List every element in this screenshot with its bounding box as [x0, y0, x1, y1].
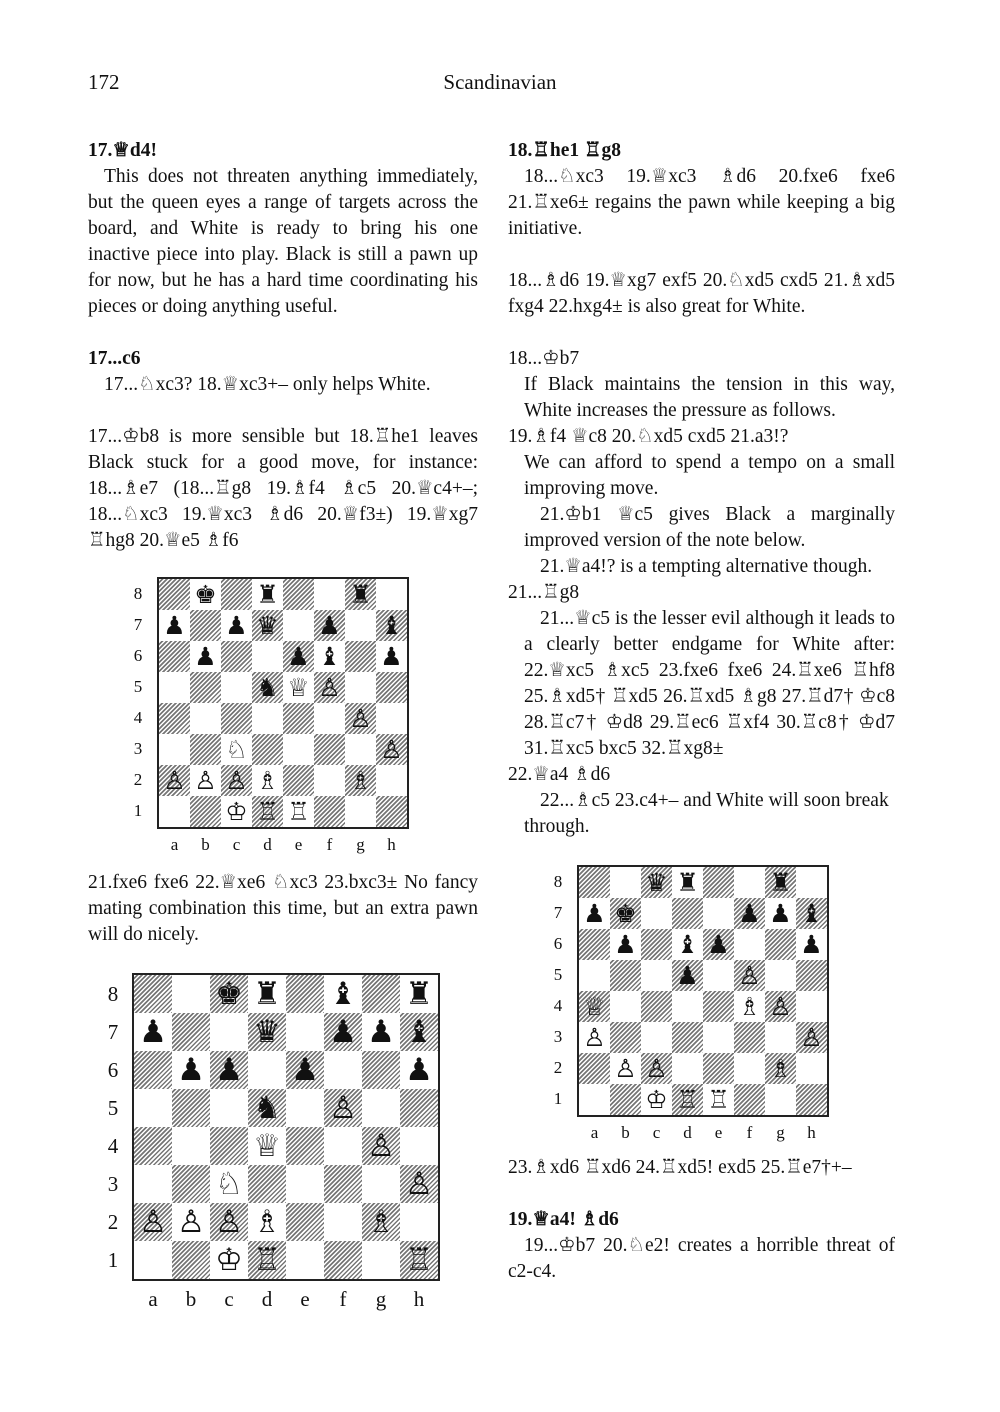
rank-label: 8: [107, 981, 119, 1006]
board-square: [796, 960, 827, 991]
board-square: [672, 898, 703, 929]
rank-label: 3: [133, 739, 143, 758]
chess-piece: ♟: [405, 1051, 433, 1088]
chess-piece: ♜: [676, 868, 699, 897]
chess-piece: ♗: [253, 1203, 281, 1240]
board-square: [314, 796, 345, 827]
chess-piece: ♝: [405, 1013, 433, 1050]
page-number: 172: [88, 70, 120, 94]
file-label: f: [339, 1287, 347, 1311]
paragraph: 23.♗xd6 ♖xd6 24.♖xd5! exd5 25.♖e7†+–: [508, 1157, 852, 1178]
chess-piece: ♙: [738, 961, 761, 990]
file-label: e: [714, 1123, 723, 1142]
note: If Black maintains the tension in this way, White increases the pressure as follows.: [524, 374, 895, 421]
chess-piece: ♜: [769, 868, 792, 897]
paragraph: 17...♘xc3? 18.♕xc3+– only helps White.: [104, 374, 431, 395]
chess-piece: ♗: [367, 1203, 395, 1240]
board-square: [345, 641, 376, 672]
board-square: [579, 960, 610, 991]
board-square: [286, 1203, 324, 1241]
board-square: [400, 1089, 438, 1127]
file-label: g: [356, 835, 365, 854]
file-label: h: [807, 1123, 816, 1142]
rank-label: 1: [553, 1089, 563, 1108]
rank-label: 3: [553, 1027, 563, 1046]
board-square: [362, 1089, 400, 1127]
variation-line: 18...♔b7: [508, 348, 580, 369]
file-label: e: [300, 1287, 310, 1311]
rank-label: 3: [107, 1171, 119, 1196]
board-square: [672, 1053, 703, 1084]
board-square: [362, 1165, 400, 1203]
board-square: [765, 929, 796, 960]
board-square: [734, 929, 765, 960]
chess-piece: ♟: [194, 642, 217, 671]
file-label: a: [148, 1287, 158, 1311]
board-square: [314, 703, 345, 734]
board-square: [134, 1127, 172, 1165]
chess-piece: ♘: [225, 735, 248, 764]
board-square: [765, 1084, 796, 1115]
board-square: [172, 975, 210, 1013]
chess-piece: ♝: [380, 611, 403, 640]
board-square: [376, 765, 407, 796]
move-heading: 17.♕d4!: [88, 140, 157, 161]
board-square: [796, 1084, 827, 1115]
file-label: c: [232, 835, 241, 854]
file-label: h: [413, 1287, 425, 1311]
chess-piece: ♟: [139, 1013, 167, 1050]
file-label: g: [776, 1123, 785, 1142]
board-square: [362, 975, 400, 1013]
chessboard: [132, 973, 440, 1281]
left-column: [88, 138, 478, 554]
chess-piece: ♗: [349, 766, 372, 795]
chess-piece: ♖: [253, 1241, 281, 1278]
board-square: [286, 975, 324, 1013]
chess-piece: ♝: [318, 642, 341, 671]
board-square: [210, 1089, 248, 1127]
chess-piece: ♗: [769, 1054, 792, 1083]
chess-piece: ♙: [769, 992, 792, 1021]
note: 21...♕c5 is the lesser evil although it leads to a clearly better endgame for White after: 22.♕xc5 ♗xc5 23.fxe6 fxe6 24.♖xe6 ♖hf8 25.♗xd5† ♖xd5 26.♖xd5 ♗g8 27.♖d7† ♔c8 28.♖c7† ♔d8 29.♖ec6 ♖xf4 30.♖c8† ♔d7 31.♖xc5 bxc5 32.♖xg8±: [524, 608, 895, 759]
board-square: [286, 1165, 324, 1203]
chess-piece: ♟: [367, 1013, 395, 1050]
chess-piece: ♛: [645, 868, 668, 897]
rank-label: 7: [133, 615, 143, 634]
move-heading: 17...c6: [88, 348, 141, 369]
board-square: [286, 1241, 324, 1279]
chess-piece: ♙: [583, 1023, 606, 1052]
chess-piece: ♙: [329, 1089, 357, 1126]
board-square: [314, 734, 345, 765]
chess-piece: ♙: [380, 735, 403, 764]
board-square: [324, 1127, 362, 1165]
board-square: [221, 672, 252, 703]
file-label: a: [170, 835, 179, 854]
chess-piece: ♟: [738, 899, 761, 928]
board-square: [796, 867, 827, 898]
board-square: [252, 641, 283, 672]
chess-piece: ♜: [405, 975, 433, 1012]
chessboard: [577, 865, 829, 1117]
board-square: [283, 765, 314, 796]
file-label: f: [746, 1123, 753, 1142]
board-square: [252, 734, 283, 765]
chess-piece: ♟: [329, 1013, 357, 1050]
board-square: [610, 991, 641, 1022]
board-square: [283, 579, 314, 610]
rank-label: 1: [107, 1247, 119, 1272]
file-label: c: [224, 1287, 234, 1311]
chess-piece: ♙: [800, 1023, 823, 1052]
board-square: [765, 1022, 796, 1053]
file-label: e: [294, 835, 303, 854]
chess-piece: ♖: [676, 1085, 699, 1114]
board-square: [159, 641, 190, 672]
board-square: [134, 1051, 172, 1089]
file-label: c: [652, 1123, 661, 1142]
rank-label: 8: [553, 872, 563, 891]
chess-piece: ♟: [163, 611, 186, 640]
board-square: [376, 579, 407, 610]
chess-piece: ♞: [253, 1089, 281, 1126]
board-square: [376, 703, 407, 734]
file-label: d: [683, 1123, 692, 1142]
board-square: [703, 898, 734, 929]
chess-piece: ♟: [318, 611, 341, 640]
chess-piece: ♙: [194, 766, 217, 795]
board-square: [672, 991, 703, 1022]
board-square: [641, 991, 672, 1022]
board-square: [579, 929, 610, 960]
chess-piece: ♚: [215, 975, 243, 1012]
board-square: [172, 1165, 210, 1203]
board-square: [314, 579, 345, 610]
board-square: [286, 1127, 324, 1165]
right-column-lower: [508, 1155, 895, 1285]
board-square: [345, 734, 376, 765]
file-label: b: [185, 1287, 197, 1311]
chess-piece: ♟: [225, 611, 248, 640]
chess-piece: ♙: [215, 1203, 243, 1240]
running-title: Scandinavian: [443, 70, 557, 94]
board-square: [734, 867, 765, 898]
rank-label: 2: [553, 1058, 563, 1077]
chess-piece: ♘: [215, 1165, 243, 1202]
board-square: [283, 610, 314, 641]
chess-piece: ♟: [769, 899, 792, 928]
board-square: [703, 960, 734, 991]
board-square: [221, 703, 252, 734]
note: 22...♗c5 23.c4+– and White will soon break through.: [524, 790, 889, 837]
chess-piece: ♝: [800, 899, 823, 928]
file-label: b: [201, 835, 210, 854]
board-square: [376, 796, 407, 827]
board-square: [579, 1053, 610, 1084]
board-square: [286, 1013, 324, 1051]
chess-piece: ♙: [614, 1054, 637, 1083]
rank-label: 7: [553, 903, 563, 922]
board-square: [362, 1051, 400, 1089]
rank-label: 7: [107, 1019, 119, 1044]
board-square: [159, 734, 190, 765]
diagram-3-area: [545, 865, 845, 1147]
board-square: [345, 796, 376, 827]
chess-piece: ♜: [256, 580, 279, 609]
board-square: [172, 1127, 210, 1165]
board-square: [672, 1022, 703, 1053]
move-heading: 19.♕a4! ♗d6: [508, 1209, 619, 1230]
board-square: [703, 867, 734, 898]
right-column: [508, 138, 895, 840]
board-square: [283, 703, 314, 734]
rank-label: 1: [133, 801, 143, 820]
paragraph: 21.fxe6 fxe6 22.♕xe6 ♘xc3 23.bxc3± No fancy mating combination this time, but an extra pawn will do nicely.: [88, 872, 478, 945]
board-square: [734, 1084, 765, 1115]
chess-piece: ♝: [676, 930, 699, 959]
board-square: [134, 1165, 172, 1203]
rank-label: 4: [553, 996, 563, 1015]
chess-piece: ♛: [256, 611, 279, 640]
chess-piece: ♞: [256, 673, 279, 702]
board-square: [252, 703, 283, 734]
board-square: [159, 796, 190, 827]
variation-line: 21...♖g8: [508, 582, 580, 603]
chess-piece: ♙: [139, 1203, 167, 1240]
chess-piece: ♗: [256, 766, 279, 795]
board-square: [172, 1241, 210, 1279]
board-square: [400, 1203, 438, 1241]
chess-piece: ♜: [253, 975, 281, 1012]
chess-piece: ♙: [163, 766, 186, 795]
board-square: [703, 1053, 734, 1084]
chess-piece: ♖: [256, 797, 279, 826]
board-square: [159, 672, 190, 703]
board-square: [641, 929, 672, 960]
board-square: [190, 734, 221, 765]
board-square: [376, 672, 407, 703]
chess-piece: ♔: [215, 1241, 243, 1278]
chess-piece: ♙: [225, 766, 248, 795]
board-square: [796, 991, 827, 1022]
paragraph: 18...♘xc3 19.♕xc3 ♗d6 20.fxe6 fxe6 21.♖xe6± regains the pawn while keeping a big initiative.: [508, 166, 895, 239]
paragraph: 19...♔b7 20.♘e2! creates a horrible threat of c2-c4.: [508, 1235, 895, 1282]
chess-piece: ♚: [614, 899, 637, 928]
board-square: [172, 1013, 210, 1051]
board-square: [324, 1241, 362, 1279]
chess-piece: ♚: [194, 580, 217, 609]
chess-piece: ♟: [291, 1051, 319, 1088]
rank-label: 2: [133, 770, 143, 789]
board-square: [283, 734, 314, 765]
board-square: [362, 1241, 400, 1279]
chess-piece: ♗: [738, 992, 761, 1021]
board-square: [286, 1089, 324, 1127]
board-square: [400, 1127, 438, 1165]
board-square: [703, 1022, 734, 1053]
diagram-1-area: [125, 577, 425, 859]
board-square: [159, 579, 190, 610]
rank-label: 8: [133, 584, 143, 603]
chess-piece: ♜: [349, 580, 372, 609]
rank-label: 4: [107, 1133, 119, 1158]
chess-piece: ♟: [800, 930, 823, 959]
paragraph: 17...♔b8 is more sensible but 18.♖he1 leaves Black stuck for a good move, for instance: 18...♗e7 (18...♖g8 19.♗f4 ♗c5 20.♕c4+–; 18...♘xc3 19.♕xc3 ♗d6 20.♕f3±) 19.♕xg7 ♖hg8 20.♕e5 ♗f6: [88, 426, 478, 551]
board-square: [703, 991, 734, 1022]
board-square: [610, 960, 641, 991]
variation-line: 19.♗f4 ♕c8 20.♘xd5 cxd5 21.a3!?: [508, 426, 789, 447]
chess-piece: ♝: [329, 975, 357, 1012]
chess-piece: ♟: [380, 642, 403, 671]
left-column-lower: [88, 870, 478, 948]
board-square: [248, 1165, 286, 1203]
chess-piece: ♙: [177, 1203, 205, 1240]
board-square: [190, 610, 221, 641]
board-square: [134, 1089, 172, 1127]
rank-label: 4: [133, 708, 143, 727]
chess-piece: ♟: [583, 899, 606, 928]
board-square: [610, 1022, 641, 1053]
board-square: [610, 1084, 641, 1115]
board-square: [190, 703, 221, 734]
chess-piece: ♙: [318, 673, 341, 702]
file-label: a: [590, 1123, 599, 1142]
chess-piece: ♟: [614, 930, 637, 959]
paragraph: 18...♗d6 19.♕xg7 exf5 20.♘xd5 cxd5 21.♗xd5 fxg4 22.hxg4± is also great for White.: [508, 270, 895, 317]
board-square: [210, 1127, 248, 1165]
note: 21.♔b1 ♕c5 gives Black a marginally improved version of the note below.: [524, 504, 895, 551]
board-square: [734, 1022, 765, 1053]
board-square: [221, 641, 252, 672]
chess-piece: ♟: [676, 961, 699, 990]
board-square: [765, 960, 796, 991]
board-square: [610, 867, 641, 898]
board-square: [324, 1051, 362, 1089]
diagram-2-area: [100, 973, 440, 1313]
board-square: [314, 765, 345, 796]
board-square: [159, 703, 190, 734]
chess-piece: ♕: [287, 673, 310, 702]
board-square: [172, 1089, 210, 1127]
rank-label: 6: [553, 934, 563, 953]
rank-label: 6: [133, 646, 143, 665]
chess-piece: ♔: [225, 797, 248, 826]
chess-piece: ♖: [707, 1085, 730, 1114]
chess-piece: ♟: [287, 642, 310, 671]
chess-piece: ♟: [215, 1051, 243, 1088]
chess-piece: ♙: [367, 1127, 395, 1164]
file-label: f: [326, 835, 333, 854]
file-label: b: [621, 1123, 630, 1142]
chess-piece: ♕: [253, 1127, 281, 1164]
chess-piece: ♔: [645, 1085, 668, 1114]
rank-label: 5: [133, 677, 143, 696]
board-square: [579, 1084, 610, 1115]
board-square: [796, 1053, 827, 1084]
board-square: [345, 672, 376, 703]
chess-piece: ♕: [583, 992, 606, 1021]
board-square: [641, 1022, 672, 1053]
note: We can afford to spend a tempo on a small improving move.: [524, 452, 895, 499]
chess-piece: ♖: [287, 797, 310, 826]
board-square: [248, 1051, 286, 1089]
board-square: [641, 898, 672, 929]
rank-label: 5: [107, 1095, 119, 1120]
file-label: d: [261, 1287, 273, 1311]
chess-piece: ♖: [405, 1241, 433, 1278]
chess-piece: ♙: [349, 704, 372, 733]
chess-piece: ♟: [707, 930, 730, 959]
chess-piece: ♙: [645, 1054, 668, 1083]
note: 21.♕a4!? is a tempting alternative though.: [540, 556, 873, 577]
variation-line: 22.♕a4 ♗d6: [508, 764, 611, 785]
board-square: [579, 867, 610, 898]
chessboard: [157, 577, 409, 829]
board-square: [190, 796, 221, 827]
file-label: g: [375, 1287, 387, 1311]
board-square: [734, 1053, 765, 1084]
board-square: [210, 1013, 248, 1051]
chess-piece: ♙: [405, 1165, 433, 1202]
file-label: d: [263, 835, 272, 854]
board-square: [345, 610, 376, 641]
board-square: [324, 1165, 362, 1203]
chess-piece: ♟: [177, 1051, 205, 1088]
board-square: [134, 1241, 172, 1279]
rank-label: 6: [107, 1057, 119, 1082]
file-label: h: [387, 835, 396, 854]
move-heading: 18.♖he1 ♖g8: [508, 140, 621, 161]
paragraph: This does not threaten anything immediately, but the queen eyes a range of targets across the board, and White is ready to bring his one inactive piece into play. Black is still a pawn up for now, but he has a hard time coordinating his pieces or doing anything useful.: [88, 166, 478, 317]
board-square: [190, 672, 221, 703]
board-square: [324, 1203, 362, 1241]
board-square: [134, 975, 172, 1013]
rank-label: 2: [107, 1209, 119, 1234]
board-square: [221, 579, 252, 610]
board-square: [641, 960, 672, 991]
rank-label: 5: [553, 965, 563, 984]
chess-piece: ♛: [253, 1013, 281, 1050]
